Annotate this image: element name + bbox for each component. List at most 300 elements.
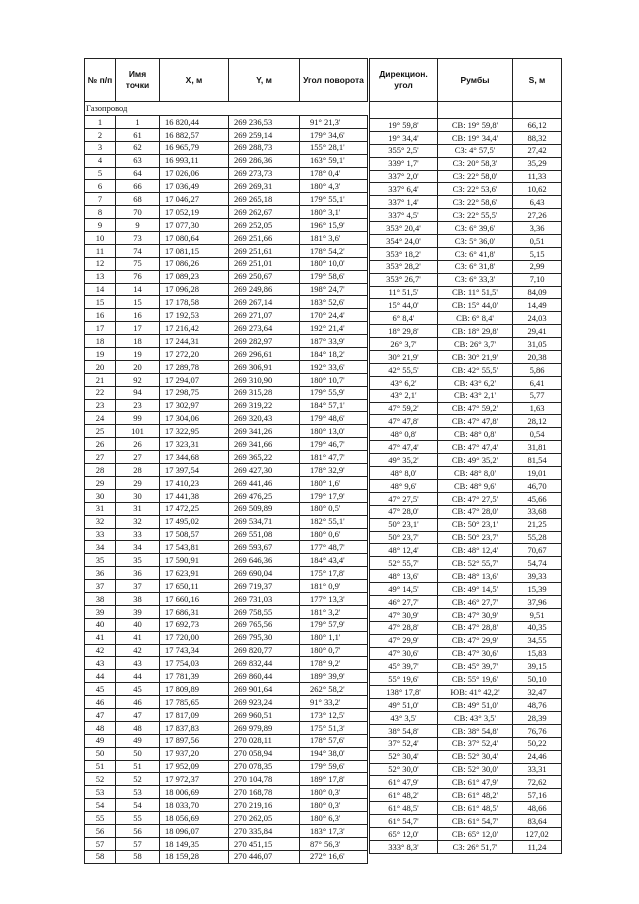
point-y: 269 765,56 [229,618,300,631]
table-row [85,799,368,812]
point-name: 56 [116,824,160,837]
segment-rumb: СВ: 19° 59,8' [438,119,513,132]
segment-dir: 30° 21,9' [370,351,438,364]
table-row [85,206,368,219]
point-y: 269 273,73 [229,167,300,180]
point-y: 269 690,04 [229,567,300,580]
segment-dir: 43° 2,1' [370,389,438,402]
table-row [85,502,368,515]
point-angle: 155° 28,1' [300,141,368,154]
table-row [85,567,368,580]
point-x: 17 692,73 [160,618,229,631]
point-y: 269 282,97 [229,335,300,348]
segment-rumb: СВ: 65° 12,0' [438,827,513,840]
point-y: 269 795,30 [229,631,300,644]
point-x: 16 965,79 [160,141,229,154]
segment-s: 2,99 [513,260,562,273]
table-row [85,464,368,477]
table-row [85,786,368,799]
table-row [370,351,562,364]
table-row [370,312,562,325]
point-name: 1 [116,116,160,129]
segment-s: 66,12 [513,119,562,132]
point-num: 24 [85,412,116,425]
segment-rumb: СВ: 48° 12,4' [438,544,513,557]
segment-s: 15,39 [513,583,562,596]
point-name: 16 [116,309,160,322]
point-y: 270 335,84 [229,824,300,837]
point-name: 58 [116,850,160,863]
point-x: 16 820,44 [160,116,229,129]
point-name: 39 [116,605,160,618]
table-row [85,425,368,438]
segment-rumb: СВ: 48° 9,6' [438,479,513,492]
table-row [85,631,368,644]
point-y: 269 534,71 [229,515,300,528]
point-angle: 194° 38,0' [300,747,368,760]
point-x: 17 781,39 [160,670,229,683]
point-x: 17 086,26 [160,257,229,270]
header-name: Имя точки [116,59,160,102]
table-row [85,824,368,837]
table-row [85,141,368,154]
point-name: 54 [116,799,160,812]
segment-rumb: СВ: 52° 30,0' [438,763,513,776]
segment-rumb: СВ: 26° 3,7' [438,338,513,351]
point-x: 17 397,54 [160,464,229,477]
point-name: 42 [116,644,160,657]
point-x: 17 937,20 [160,747,229,760]
point-y: 269 427,30 [229,464,300,477]
point-y: 269 315,28 [229,386,300,399]
table-row [85,451,368,464]
segment-dir: 48° 0,8' [370,428,438,441]
table-row [85,760,368,773]
table-row [370,492,562,505]
segment-dir: 49° 14,5' [370,583,438,596]
table-row [370,802,562,815]
segment-dir: 48° 8,0' [370,467,438,480]
point-num: 21 [85,373,116,386]
point-name: 92 [116,373,160,386]
point-y: 269 249,86 [229,283,300,296]
segment-rumb: СВ: 52° 55,7' [438,557,513,570]
segment-dir: 15° 44,0' [370,299,438,312]
point-y: 269 262,67 [229,206,300,219]
segment-dir: 65° 12,0' [370,827,438,840]
table-row [370,737,562,750]
segment-dir: 49° 35,2' [370,454,438,467]
table-row [85,476,368,489]
point-name: 70 [116,206,160,219]
table-row [370,724,562,737]
segment-dir: 50° 23,1' [370,518,438,531]
segment-rumb: СЗ: 26° 51,7' [438,840,513,853]
table-row [370,595,562,608]
table-row [370,686,562,699]
point-angle: 196° 15,9' [300,219,368,232]
point-num: 50 [85,747,116,760]
point-x: 17 344,68 [160,451,229,464]
segment-dir: 337° 1,4' [370,196,438,209]
point-num: 54 [85,799,116,812]
point-num: 52 [85,773,116,786]
point-name: 48 [116,721,160,734]
point-x: 18 149,35 [160,837,229,850]
segment-s: 24,46 [513,750,562,763]
point-num: 35 [85,554,116,567]
segment-rumb: СЗ: 6° 41,8' [438,247,513,260]
point-name: 46 [116,696,160,709]
point-num: 51 [85,760,116,773]
point-name: 29 [116,476,160,489]
point-num: 29 [85,476,116,489]
point-num: 1 [85,116,116,129]
point-name: 40 [116,618,160,631]
table-row [85,734,368,747]
table-row [85,128,368,141]
point-num: 56 [85,824,116,837]
segment-rumb: СВ: 43° 2,1' [438,389,513,402]
point-name: 27 [116,451,160,464]
segment-rumb: ЮВ: 41° 42,2' [438,686,513,699]
point-x: 17 302,97 [160,399,229,412]
table-row [85,708,368,721]
segment-dir: 61° 48,2' [370,789,438,802]
point-y: 269 758,55 [229,605,300,618]
table-row [85,657,368,670]
segment-s: 48,76 [513,699,562,712]
segment-rumb: СВ: 30° 21,9' [438,351,513,364]
point-angle: 181° 47,7' [300,451,368,464]
point-y: 269 265,18 [229,193,300,206]
segment-s: 11,24 [513,840,562,853]
segment-rumb: СВ: 49° 35,2' [438,454,513,467]
table-row [370,518,562,531]
point-name: 55 [116,812,160,825]
point-x: 17 089,23 [160,270,229,283]
table-row [85,283,368,296]
table-row [85,360,368,373]
segment-s: 34,55 [513,634,562,647]
spacer-cell [513,102,562,119]
point-x: 18 159,28 [160,850,229,863]
section-row [85,102,368,116]
point-angle: 178° 57,6' [300,734,368,747]
table-row [370,299,562,312]
table-row [370,647,562,660]
point-x: 17 508,57 [160,528,229,541]
point-x: 18 033,70 [160,799,229,812]
segment-rumb: СВ: 47° 47,4' [438,441,513,454]
table-row [85,515,368,528]
point-x: 17 410,23 [160,476,229,489]
point-angle: 91° 21,3' [300,116,368,129]
segment-rumb: СВ: 42° 55,5' [438,363,513,376]
point-num: 2 [85,128,116,141]
point-x: 17 077,30 [160,219,229,232]
point-angle: 183° 17,3' [300,824,368,837]
table-row [85,386,368,399]
segment-s: 83,64 [513,815,562,828]
point-angle: 170° 24,4' [300,309,368,322]
point-angle: 189° 17,8' [300,773,368,786]
segment-s: 14,49 [513,299,562,312]
segment-dir: 61° 47,9' [370,776,438,789]
segment-rumb: СВ: 6° 8,4' [438,312,513,325]
point-x: 17 743,34 [160,644,229,657]
point-num: 19 [85,348,116,361]
point-x: 18 096,07 [160,824,229,837]
table-row [85,412,368,425]
table-row [370,144,562,157]
segment-s: 6,43 [513,196,562,209]
segment-s: 39,15 [513,660,562,673]
point-name: 76 [116,270,160,283]
table-row [370,131,562,144]
point-y: 269 979,89 [229,721,300,734]
segment-s: 6,41 [513,376,562,389]
table-row [370,660,562,673]
table-row [85,322,368,335]
segment-s: 55,28 [513,531,562,544]
point-angle: 163° 59,1' [300,154,368,167]
table-row [370,428,562,441]
point-name: 37 [116,580,160,593]
segment-rumb: СВ: 47° 28,8' [438,621,513,634]
point-name: 43 [116,657,160,670]
point-x: 17 026,06 [160,167,229,180]
point-num: 15 [85,296,116,309]
point-angle: 180° 10,0' [300,257,368,270]
segment-dir: 38° 54,8' [370,724,438,737]
segment-dir: 353° 18,2' [370,247,438,260]
point-num: 40 [85,618,116,631]
point-name: 62 [116,141,160,154]
segment-dir: 355° 2,5' [370,144,438,157]
segment-s: 31,05 [513,338,562,351]
point-x: 17 686,31 [160,605,229,618]
point-num: 17 [85,322,116,335]
point-angle: 179° 17,9' [300,489,368,502]
table-row [370,183,562,196]
point-num: 42 [85,644,116,657]
point-angle: 179° 55,1' [300,193,368,206]
segment-rumb: СЗ: 22° 55,5' [438,209,513,222]
point-x: 18 056,69 [160,812,229,825]
segment-s: 70,67 [513,544,562,557]
point-name: 44 [116,670,160,683]
point-y: 269 251,01 [229,257,300,270]
point-angle: 91° 33,2' [300,696,368,709]
header-s: S, м [513,59,562,102]
table-row [85,335,368,348]
point-y: 269 306,91 [229,360,300,373]
segment-s: 10,62 [513,183,562,196]
segment-dir: 11° 51,5' [370,286,438,299]
point-x: 17 294,07 [160,373,229,386]
point-name: 99 [116,412,160,425]
point-num: 28 [85,464,116,477]
point-num: 43 [85,657,116,670]
point-num: 3 [85,141,116,154]
segment-s: 24,03 [513,312,562,325]
point-y: 269 593,67 [229,541,300,554]
segment-s: 27,26 [513,209,562,222]
table-row [85,180,368,193]
point-x: 17 495,02 [160,515,229,528]
point-y: 269 259,14 [229,128,300,141]
segment-rumb: СВ: 47° 59,2' [438,402,513,415]
point-y: 269 476,25 [229,489,300,502]
segment-dir: 55° 19,6' [370,673,438,686]
segment-s: 5,77 [513,389,562,402]
table-row [370,286,562,299]
segment-dir: 337° 4,5' [370,209,438,222]
segment-dir: 49° 51,0' [370,699,438,712]
segment-dir: 48° 12,4' [370,544,438,557]
table-row [370,815,562,828]
point-x: 17 441,38 [160,489,229,502]
point-x: 17 052,19 [160,206,229,219]
point-angle: 178° 32,9' [300,464,368,477]
point-angle: 180° 4,3' [300,180,368,193]
segment-dir: 47° 47,4' [370,441,438,454]
point-num: 48 [85,721,116,734]
table-row [370,325,562,338]
point-angle: 179° 48,6' [300,412,368,425]
point-x: 17 623,91 [160,567,229,580]
point-angle: 181° 3,6' [300,232,368,245]
point-name: 32 [116,515,160,528]
segment-rumb: СВ: 19° 34,4' [438,131,513,144]
point-angle: 183° 52,6' [300,296,368,309]
point-num: 6 [85,180,116,193]
segment-s: 29,41 [513,325,562,338]
segment-s: 32,47 [513,686,562,699]
point-num: 58 [85,850,116,863]
table-row [85,747,368,760]
point-num: 12 [85,257,116,270]
segment-s: 5,86 [513,363,562,376]
segment-s: 39,33 [513,570,562,583]
table-row [85,373,368,386]
point-y: 269 719,37 [229,580,300,593]
table-row [370,789,562,802]
table-row [370,763,562,776]
segment-dir: 26° 3,7' [370,338,438,351]
table-row [370,467,562,480]
segment-s: 5,15 [513,247,562,260]
point-angle: 198° 24,7' [300,283,368,296]
point-name: 26 [116,438,160,451]
point-angle: 189° 39,9' [300,670,368,683]
point-name: 61 [116,128,160,141]
segment-rumb: СВ: 50° 23,1' [438,518,513,531]
point-name: 75 [116,257,160,270]
segment-s: 9,51 [513,608,562,621]
table-row [370,247,562,260]
segment-dir: 354° 24,0' [370,235,438,248]
segment-s: 21,25 [513,518,562,531]
table-row [370,260,562,273]
point-name: 33 [116,528,160,541]
point-x: 17 272,20 [160,348,229,361]
point-num: 13 [85,270,116,283]
point-name: 31 [116,502,160,515]
table-row [85,773,368,786]
table-row [85,670,368,683]
spacer-cell [370,102,438,119]
point-y: 269 860,44 [229,670,300,683]
table-row [370,673,562,686]
segment-rumb: СВ: 15° 44,0' [438,299,513,312]
table-row [370,119,562,132]
point-angle: 184° 18,2' [300,348,368,361]
point-num: 37 [85,580,116,593]
point-name: 73 [116,232,160,245]
segment-rumb: СВ: 37° 52,4' [438,737,513,750]
table-row [85,399,368,412]
point-x: 17 650,11 [160,580,229,593]
point-angle: 179° 46,7' [300,438,368,451]
table-row [85,580,368,593]
table-row [370,209,562,222]
table-row [370,196,562,209]
segment-dir: 353° 20,4' [370,222,438,235]
table-row [85,605,368,618]
point-angle: 173° 12,5' [300,708,368,721]
segment-dir: 353° 28,2' [370,260,438,273]
segment-rumb: СВ: 47° 47,8' [438,415,513,428]
point-name: 23 [116,399,160,412]
table-row [85,438,368,451]
point-name: 9 [116,219,160,232]
segment-dir: 47° 30,6' [370,647,438,660]
table-row [370,750,562,763]
table-row [85,528,368,541]
point-x: 17 952,09 [160,760,229,773]
table-row [370,776,562,789]
point-x: 17 897,56 [160,734,229,747]
segment-rumb: СВ: 61° 54,7' [438,815,513,828]
point-y: 269 267,14 [229,296,300,309]
segment-rumb: СВ: 47° 28,0' [438,505,513,518]
point-angle: 175° 17,8' [300,567,368,580]
segment-s: 15,83 [513,647,562,660]
point-y: 269 441,46 [229,476,300,489]
point-x: 17 244,31 [160,335,229,348]
point-y: 269 832,44 [229,657,300,670]
point-x: 17 289,78 [160,360,229,373]
segment-s: 48,66 [513,802,562,815]
table-row [370,827,562,840]
point-num: 26 [85,438,116,451]
point-x: 17 323,31 [160,438,229,451]
point-name: 51 [116,760,160,773]
table-row [370,711,562,724]
segment-rumb: СВ: 61° 47,9' [438,776,513,789]
segment-s: 0,51 [513,235,562,248]
point-name: 35 [116,554,160,567]
point-angle: 178° 9,2' [300,657,368,670]
table-row [85,644,368,657]
point-angle: 178° 0,4' [300,167,368,180]
segment-dir: 47° 27,5' [370,492,438,505]
segment-dir: 337° 2,0' [370,170,438,183]
point-num: 11 [85,244,116,257]
segment-dir: 47° 29,9' [370,634,438,647]
